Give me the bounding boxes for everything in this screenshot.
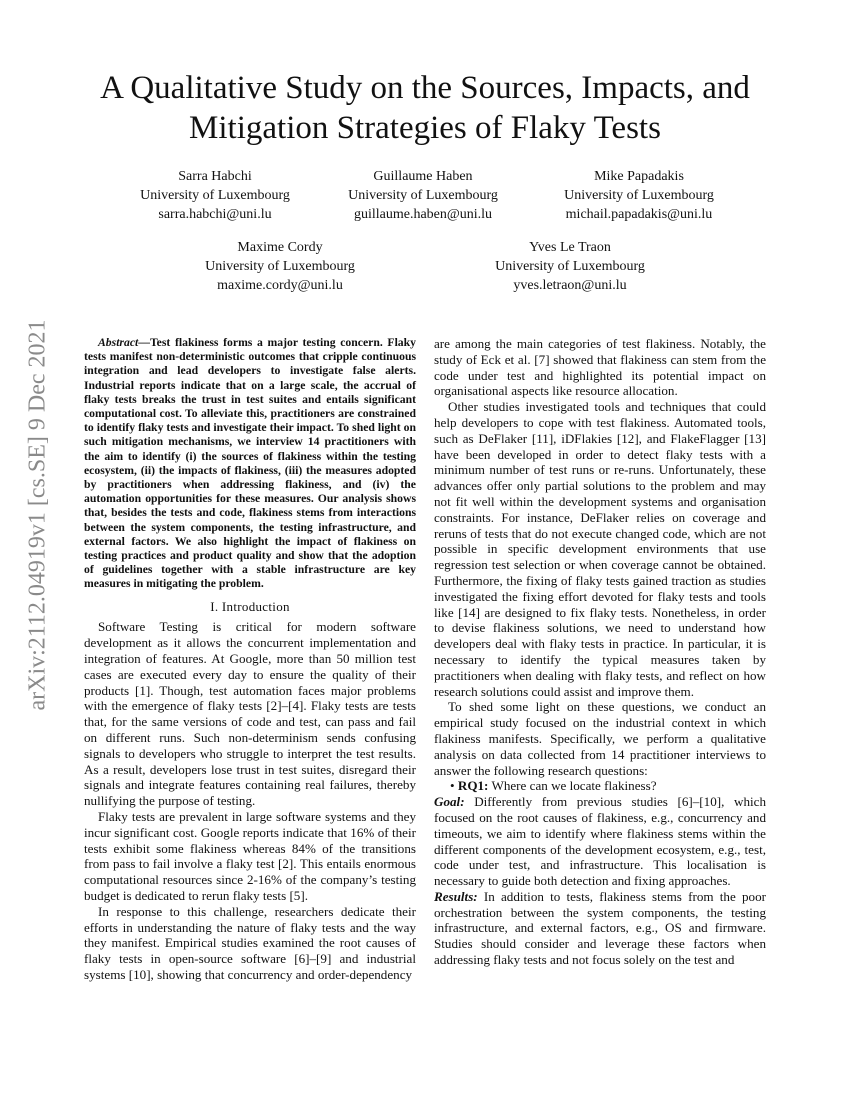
author-name: Guillaume Haben [373, 169, 473, 184]
section-heading: I. Introduction [210, 598, 290, 614]
author-email: yves.letraon@uni.lu [513, 278, 627, 293]
author-affiliation: University of Luxembourg [495, 259, 645, 274]
author-block [450, 238, 690, 295]
abstract-text: —Test flakiness forms a major testing concern. Flaky tests manifest non-deterministic outcomes that cripple continuous integration and lead developers to investigate false alerts. Industrial reports indicate that on a large scale, the accrual of flaky tests breaks the trust in test suites and entails significant computational cost. To alleviate this, practitioners are constrained to identify flaky tests and investigate their impact. To shed light on such mitigation mechanisms, we interview 14 practitioners with the aim to identify (i) the sources of flakiness within the testing ecosystem, (ii) the impacts of flakiness, (iii) the measures adopted by practitioners when addressing flakiness, and (iv) the automation opportunities for these measures. Our analysis shows that, besides the tests and code, flakiness stems from interactions between the system components, the testing infrastructure, and external factors. We also highlight the impact of flakiness on testing practices and product quality and show that the adoption of guidelines together with a stable infrastructure are key measures in mitigating the problem. [84, 336, 416, 591]
paragraph: are among the main categories of test flakiness. Notably, the study of Eck et al. [7] showed that flakiness can stem from the code under test and highlighted its potential impact on organisational aspects like resource allocation. [434, 336, 766, 399]
author-name: Yves Le Traon [529, 240, 611, 255]
right-column [434, 336, 766, 968]
paragraph: In response to this challenge, researchers dedicate their efforts in understanding the nature of flaky tests and the way they manifest. Empirical studies examined the root causes of flaky tests in open-source software [6]–[9] and industrial systems [10], showing that concurrency and order-dependency [84, 903, 416, 982]
arxiv-sidebar [16, 280, 60, 750]
results-paragraph [434, 889, 766, 968]
rq-label: RQ1: [457, 778, 489, 794]
paragraph: Other studies investigated tools and techniques that could help developers to cope with test flakiness. Automated tools, such as DeFlaker [11], iDFlakies [12], and FlakeFlagger [13] have been developed in order to detect flaky tests with a minimum number of test runs or re-runs. Unfortunately, these advances offer only partial solutions to the problem and may not fit well within the development systems and organisation constraints. For instance, DeFlaker relies on coverage and reruns of tests that do not execute changed code, which are not possible in specific development environments that use regression test selection or when coverage cannot be obtained. Furthermore, the fixing of flaky tests gained traction as studies investigated the fixing effort devoted for flaky tests and tools like [14] are designed to fix flaky tests. Nonetheless, in order to devise flakiness solutions, we need to understand how developers deal with flaky tests in practice. In particular, it is necessary to identify the typical measures taken by practitioners when dealing with flaky tests, and reflect on how research solutions could assist and improve them. [434, 399, 766, 699]
author-block [303, 167, 543, 224]
abstract [84, 336, 416, 592]
research-question-item: • RQ1: Where can we locate flakiness? [450, 778, 657, 794]
paragraph: Flaky tests are prevalent in large software systems and they incur significant cost. Google reports indicate that 16% of their tests exhibit some flakiness whereas 84% of the transitions from pass to fail involve a flaky test [2]. This entails enormous computational resources since 2-16% of the company’s testing budget is dedicated to rerun flaky tests [5]. [84, 809, 416, 903]
author-name: Maxime Cordy [237, 240, 323, 255]
title-line-1: A Qualitative Study on the Sources, Impacts, and [100, 70, 750, 106]
goal-text: Differently from previous studies [6]–[10], which focused on the root causes of flakiness, e.g., concurrency and timeouts, we aim to identify where flakiness stems within the different components of the development ecosystem, e.g., test, code under test, and infrastructure. This localisation is necessary to guide both detection and fixing approaches. [434, 794, 766, 889]
results-label: Results: [434, 888, 478, 904]
author-affiliation: University of Luxembourg [348, 188, 498, 203]
author-block [95, 167, 335, 224]
author-name: Mike Papadakis [594, 169, 684, 184]
title-line-2: Mitigation Strategies of Flaky Tests [189, 110, 661, 146]
author-email: guillaume.haben@uni.lu [353, 207, 493, 222]
arxiv-identifier: arXiv:2112.04919v1 [cs.SE] 9 Dec 2021 [24, 319, 51, 711]
results-text: In addition to tests, flakiness stems from the poor orchestration between the system components, the testing infrastructure, and external factors, e.g., OS and firmware. Studies should consider and leverage these factors when addressing flaky tests and not focus solely on the test and [434, 888, 766, 968]
paper-title [80, 68, 770, 148]
rq-text: Where can we locate flakiness? [491, 778, 657, 794]
author-email: michail.papadakis@uni.lu [565, 207, 713, 222]
goal-label: Goal: [434, 794, 465, 810]
abstract-label: Abstract [98, 336, 139, 349]
author-affiliation: University of Luxembourg [564, 188, 714, 203]
author-email: sarra.habchi@uni.lu [158, 207, 272, 222]
author-affiliation: University of Luxembourg [205, 259, 355, 274]
author-affiliation: University of Luxembourg [140, 188, 290, 203]
author-block [519, 167, 759, 224]
paragraph: Software Testing is critical for modern software development as it allows the concurrent implementation and integration of features. At Google, more than 50 million test cases are executed every day to ensure the quality of their products [1]. Though, test automation faces major problems with the emergence of flaky tests [2]–[4]. Flaky tests are tests that, for the same versions of code and test, can pass and fail on different runs. Such non-determinism sends confusing signals to developers who struggle to interpret the test results. As a result, developers lose trust in test suites, disregard their signals and integrate features containing real failures, thereby nullifying the purpose of testing. [84, 619, 416, 809]
author-name: Sarra Habchi [178, 169, 252, 184]
goal-paragraph [434, 794, 766, 889]
paragraph: To shed some light on these questions, we conduct an empirical study focused on the industrial context in which flakiness manifests. Specifically, we perform a qualitative analysis on data collected from 14 practitioner interviews to answer the following research questions: [434, 699, 766, 778]
author-email: maxime.cordy@uni.lu [217, 278, 343, 293]
left-column [84, 336, 416, 983]
author-block [160, 238, 400, 295]
